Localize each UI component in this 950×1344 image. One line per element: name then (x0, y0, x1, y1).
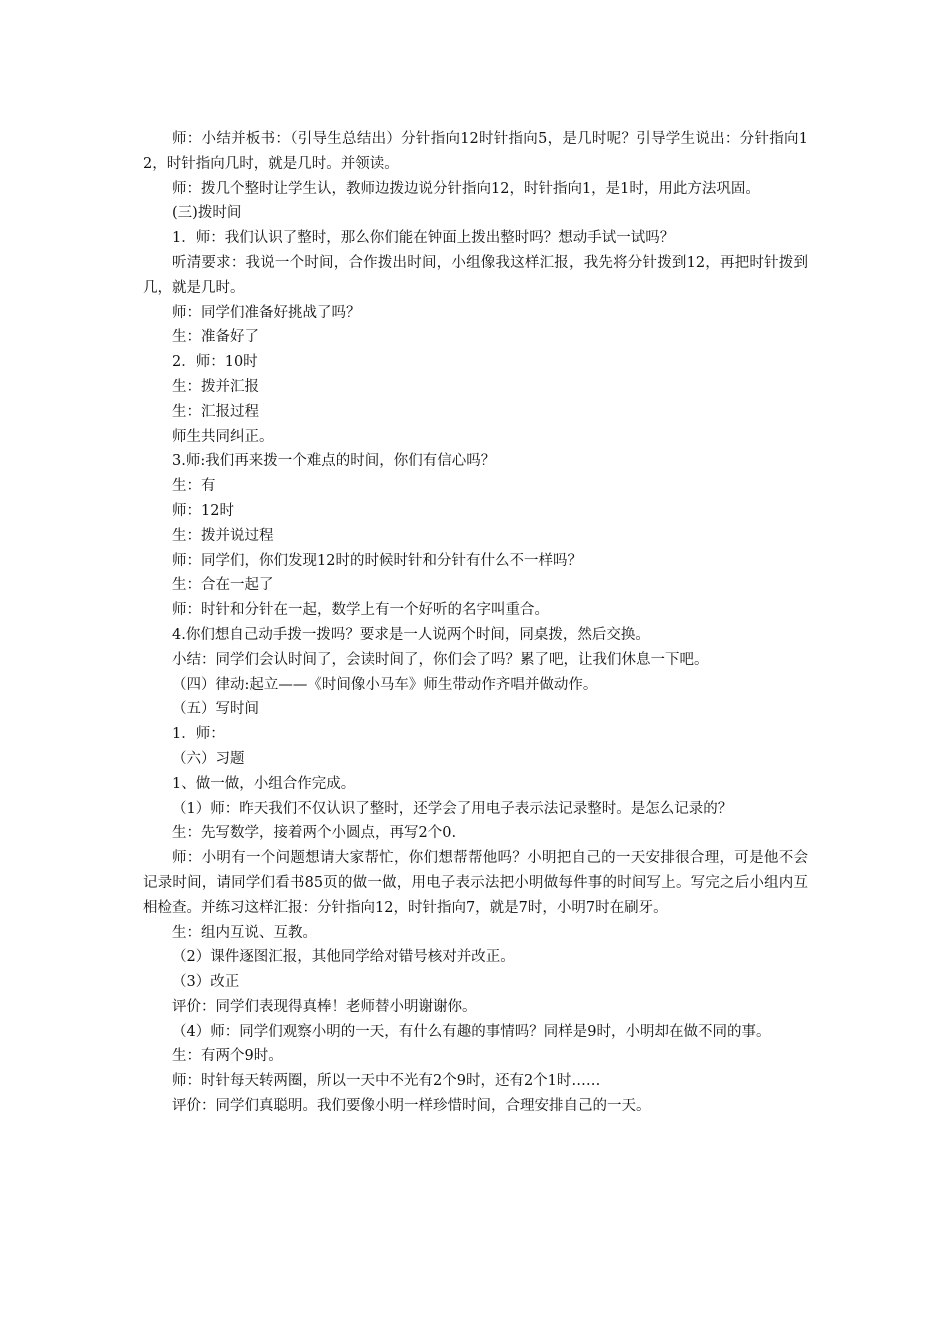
paragraph: 师：小明有一个问题想请大家帮忙，你们想帮帮他吗？小明把自己的一天安排很合理，可是他不会记录时间，请同学们看书85页的做一做，用电子表示法把小明做每件事的时间写上。写完之后小组内互相检查。并练习这样汇报：分针指向12，时针指向7，就是7时，小明7时在刷牙。 (143, 850, 808, 916)
section-heading: （六）习题 (172, 750, 245, 767)
paragraph: 生：拨并说过程 (172, 527, 274, 544)
paragraph: 生：有 (172, 478, 216, 495)
paragraph: （4）师：同学们观察小明的一天，有什么有趣的事情吗？同样是9时，小明却在做不同的事。 (172, 1023, 771, 1040)
paragraph: 师生共同纠正。 (172, 428, 274, 445)
paragraph: 生：准备好了 (172, 329, 259, 346)
paragraph: 生：汇报过程 (172, 403, 259, 420)
paragraph: 1．师：我们认识了整时，那么你们能在钟面上拨出整时吗？想动手试一试吗？ (172, 230, 675, 247)
paragraph: （1）师：昨天我们不仅认识了整时，还学会了用电子表示法记录整时。是怎么记录的？ (172, 800, 733, 817)
paragraph: 生：合在一起了 (172, 577, 274, 594)
paragraph: 生：有两个9时。 (172, 1048, 283, 1065)
paragraph: 听清要求：我说一个时间，合作拨出时间，小组像我这样汇报，我先将分针拨到12，再把时针拨到几，就是几时。 (143, 254, 808, 296)
paragraph: 2．师：10时 (172, 354, 258, 371)
paragraph: 评价：同学们真聪明。我们要像小明一样珍惜时间，合理安排自己的一天。 (172, 1098, 651, 1115)
section-heading: （四）律动:起立——《时间像小马车》师生带动作齐唱并做动作。 (172, 676, 598, 693)
paragraph: 师：小结并板书：（引导生总结出）分针指向12时针指向5，是几时呢？引导学生说出：分针指向12，时针指向几时，就是几时。并领读。 (143, 131, 808, 172)
paragraph: （3）改正 (172, 974, 240, 991)
paragraph: 4.你们想自己动手拨一拨吗？要求是一人说两个时间，同桌拨，然后交换。 (172, 626, 650, 643)
paragraph: 3.师:我们再来拨一个难点的时间，你们有信心吗？ (172, 453, 496, 470)
paragraph: 生：先写数学，接着两个小圆点，再写2个0. (172, 825, 457, 842)
paragraph: 评价：同学们表现得真棒！老师替小明谢谢你。 (172, 998, 477, 1015)
document-body (143, 127, 808, 1119)
paragraph: 师：时针每天转两圈，所以一天中不光有2个9时，还有2个1时…… (172, 1073, 601, 1090)
paragraph: 生：组内互说、互教。 (172, 924, 317, 941)
paragraph: 师：12时 (172, 502, 234, 519)
paragraph: 师：同学们准备好挑战了吗？ (172, 304, 361, 321)
paragraph: 师：时针和分针在一起，数学上有一个好听的名字叫重合。 (172, 602, 549, 619)
paragraph: （2）课件逐图汇报，其他同学给对错号核对并改正。 (172, 949, 515, 966)
section-heading: （五）写时间 (172, 701, 259, 718)
section-heading: (三)拨时间 (172, 205, 242, 222)
paragraph: 师：拨几个整时让学生认，教师边拨边说分针指向12，时针指向1，是1时，用此方法巩固。 (172, 180, 760, 197)
paragraph: 生：拨并汇报 (172, 378, 259, 395)
paragraph: 小结：同学们会认时间了，会读时间了，你们会了吗？累了吧，让我们休息一下吧。 (172, 651, 709, 668)
paragraph: 1．师： (172, 726, 225, 743)
paragraph: 师：同学们，你们发现12时的时候时针和分针有什么不一样吗？ (172, 552, 582, 569)
paragraph: 1、做一做，小组合作完成。 (172, 775, 356, 792)
